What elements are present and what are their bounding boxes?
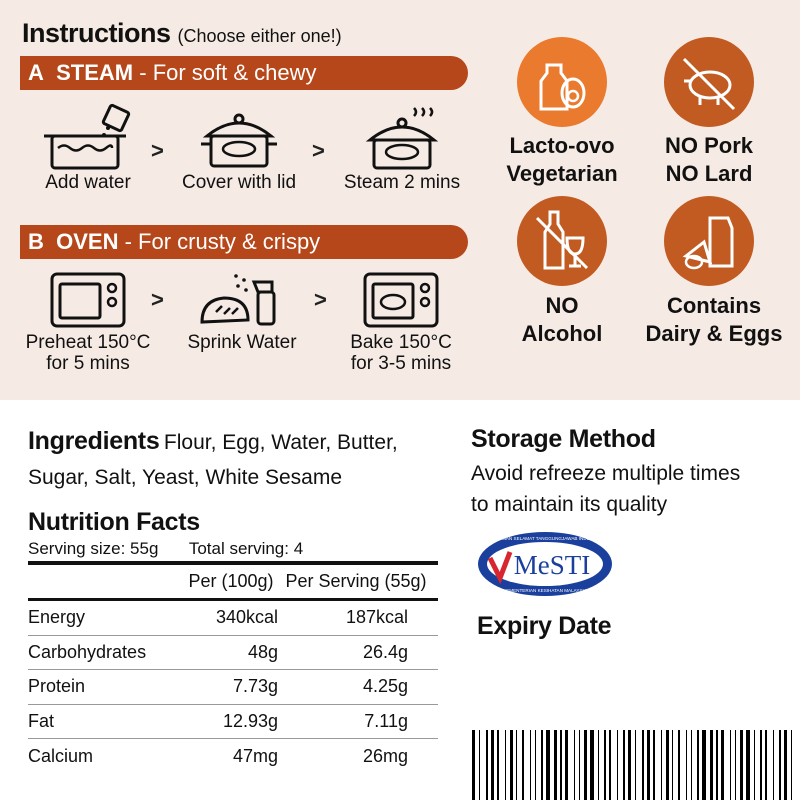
step-add-water: Add water [28,102,148,193]
barcode-bar [697,730,699,800]
ingredients-section [28,425,458,496]
barcode-bar [530,730,531,800]
storage-title: Storage Method [471,425,656,453]
storage-section [471,425,791,520]
no-alcohol-badge [517,196,607,286]
dairy-eggs-badge [664,196,754,286]
barcode-bar [773,730,774,800]
step-sprinkle: Sprink Water [172,270,312,353]
barcode-bar [516,730,517,800]
no-alcohol-icon [517,196,607,286]
barcode-bar [579,730,580,800]
barcode-bar [479,730,480,800]
barcode-bar [617,730,618,800]
ingredients-title: Ingredients [28,427,160,455]
oven-bread-icon [351,270,451,332]
covered-pot-icon [189,102,289,172]
barcode-bar [721,730,724,800]
mesti-top-text: MAKANAN SELAMAT TANGGUNGJAWAB INDUSTRI [489,536,601,541]
step-bake: Bake 150°C for 3-5 mins [334,270,468,374]
barcode-bar [779,730,781,800]
nutrition-facts [28,508,438,774]
barcode-bar [535,730,536,800]
barcode-bar [702,730,706,800]
serving-info: Serving size: 55g Total serving: 4 [28,539,304,558]
barcode-bar [609,730,611,800]
barcode-bar [791,730,792,800]
nutrition-row: Carbohydrates 48g 26.4g [28,636,438,671]
spray-bread-icon [192,270,292,332]
barcode-bar [604,730,606,800]
barcode-bar [510,730,513,800]
barcode-bar [746,730,750,800]
barcode-bar [541,730,543,800]
mesti-logo [476,530,614,598]
ingredients-text: Flour, Egg, Water, Butter, Sugar, Salt, Yeast, White Sesame [28,431,398,489]
step-preheat: Preheat 150°C for 5 mins [16,270,160,374]
arrow-icon: > [314,287,327,312]
barcode-bar [472,730,475,800]
barcode-bar [590,730,594,800]
barcode-bar [765,730,767,800]
barcode-bar [565,730,568,800]
arrow-icon: > [151,138,164,163]
dairy-eggs-label: Contains Dairy & Eggs [645,293,783,346]
barcode-bar [623,730,625,800]
barcode-bar [546,730,550,800]
mesti-bottom-text: KEMENTERIAN KESIHATAN MALAYSIA [503,588,587,593]
nutrition-row: Energy 340kcal 187kcal [28,601,438,636]
barcode-bar [522,730,524,800]
nutrition-row: Fat 12.93g 7.11g [28,705,438,740]
mesti-logo-text: MeSTI [513,550,591,580]
instructions-subtitle: (Choose either one!) [177,26,342,46]
barcode-bar [730,730,731,800]
milk-egg-icon [517,37,607,127]
barcode-bar [554,730,557,800]
barcode-bar [584,730,587,800]
barcode-bar [598,730,599,800]
barcode-bar [486,730,488,800]
nutrition-title: Nutrition Facts [28,508,200,536]
barcode-bar [574,730,575,800]
barcode-bar [672,730,673,800]
barcode-bar [784,730,787,800]
barcode-bar [628,730,631,800]
barcode-bar [661,730,662,800]
no-alcohol-label: NO Alcohol [521,293,603,346]
lacto-ovo-badge [517,37,607,127]
barcode-bar [635,730,636,800]
no-pork-badge [664,37,754,127]
barcode-bar [686,730,687,800]
barcode-icon [468,730,800,800]
arrow-icon: > [151,287,164,312]
no-pork-label: NO Pork NO Lard [664,133,754,186]
instructions-title: Instructions (Choose either one!) [22,18,342,48]
barcode-bar [678,730,680,800]
steam-band: A STEAM - For soft & chewy [20,56,468,90]
step-cover-lid: Cover with lid [170,102,308,193]
barcode-bar [666,730,669,800]
storage-text: Avoid refreeze multiple times to maintain its quality [471,462,741,516]
barcode-bar [716,730,718,800]
barcode-bar [760,730,762,800]
pot-water-icon [38,102,138,172]
oven-band: B OVEN - For crusty & crispy [20,225,468,259]
steaming-pot-icon [352,102,452,172]
expiry-date-label: Expiry Date [477,612,612,640]
dairy-eggs-icon [664,196,754,286]
barcode-bar [560,730,562,800]
barcode-bar [647,730,650,800]
no-pork-icon [664,37,754,127]
barcode-bar [754,730,755,800]
barcode-bar [740,730,743,800]
barcode-bar [691,730,692,800]
barcode-bar [497,730,499,800]
barcode-bar [505,730,506,800]
barcode-bar [491,730,494,800]
nutrition-row: Protein 7.73g 4.25g [28,670,438,705]
step-steam: Steam 2 mins [335,102,469,193]
lacto-ovo-label: Lacto-ovo Vegetarian [506,133,618,186]
barcode-bar [735,730,736,800]
barcode-bar [642,730,644,800]
nutrition-header-row: Per (100g) Per Serving (55g) [28,565,438,601]
oven-icon [38,270,138,332]
barcode-bar [653,730,655,800]
arrow-icon: > [312,138,325,163]
barcode-bar [710,730,713,800]
nutrition-row: Calcium 47mg 26mg [28,745,408,766]
